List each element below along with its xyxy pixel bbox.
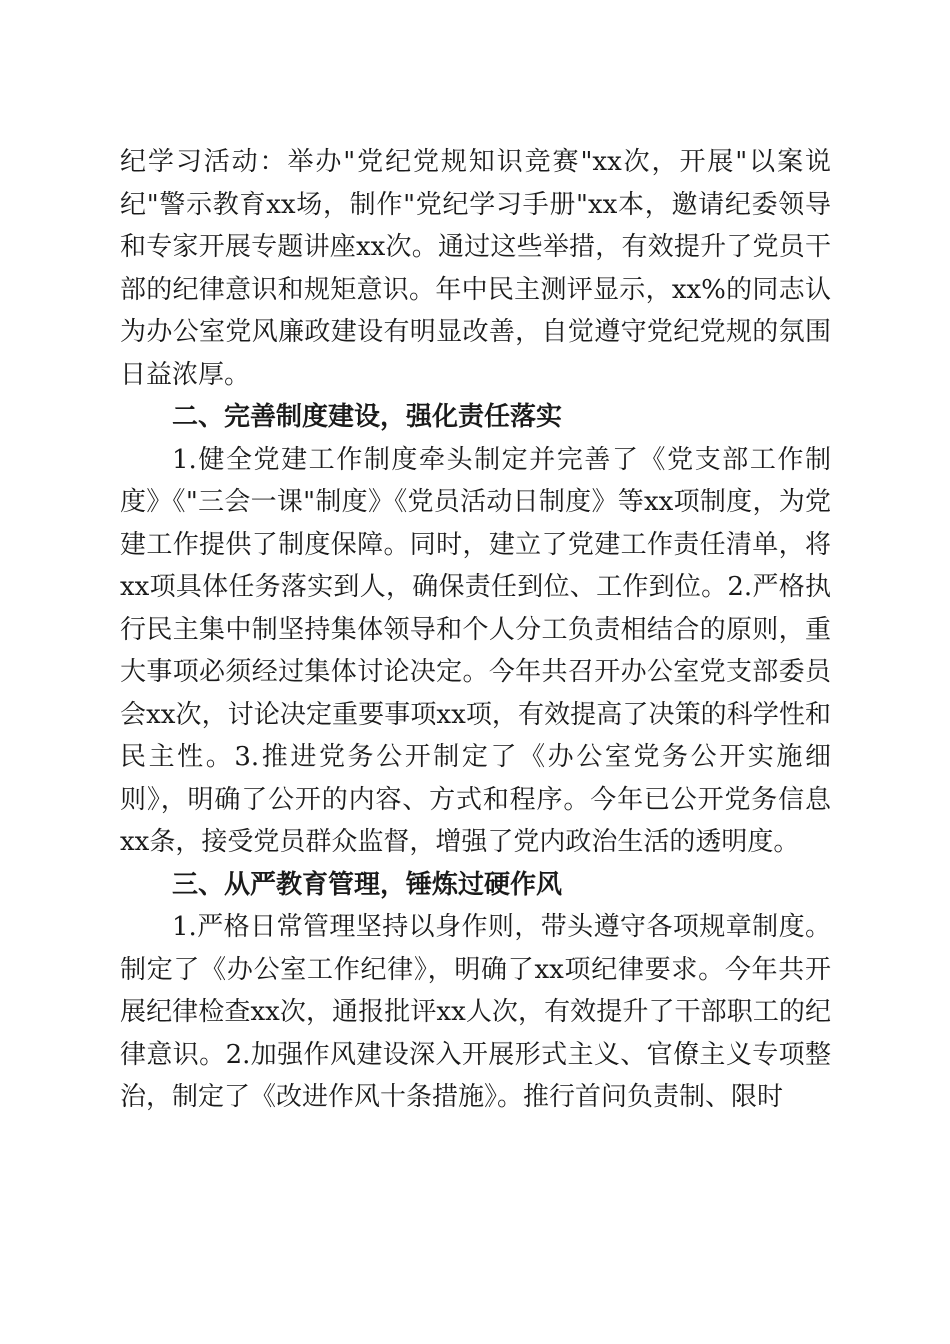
body-paragraph-section-2: 1.健全党建工作制度牵头制定并完善了《党支部工作制度》《"三会一课"制度》《党员活动日制度》等xx项制度，为党建工作提供了制度保障。同时，建立了党建工作责任清单，将xx项具体任务落实到人，确保责任到位、工作到位。2.严格执行民主集中制坚持集体领导和个人分工负责相结合的原则，重大事项必须经过集体讨论决定。今年共召开办公室党支部委员会xx次，讨论决定重要事项xx项，有效提高了决策的科学性和民主性。3.推进党务公开制定了《办公室党务公开实施细则》，明确了公开的内容、方式和程序。今年已公开党务信息xx条，接受党员群众监督，增强了党内政治生活的透明度。 — [120, 444, 831, 857]
section-heading-3: 三、从严教育管理，锤炼过硬作风 — [172, 869, 563, 900]
document-body — [120, 141, 831, 1119]
body-paragraph-continued: 纪学习活动：举办"党纪党规知识竞赛"xx次，开展"以案说纪"警示教育xx场，制作"党纪学习手册"xx本，邀请纪委领导和专家开展专题讲座xx次。通过这些举措，有效提升了党员干部的纪律意识和规矩意识。年中民主测评显示，xx%的同志认为办公室党风廉政建设有明显改善，自觉遵守党纪党规的氛围日益浓厚。 — [120, 147, 831, 390]
section-heading-2: 二、完善制度建设，强化责任落实 — [172, 402, 563, 432]
body-paragraph-section-3: 1.严格日常管理坚持以身作则，带头遵守各项规章制度。制定了《办公室工作纪律》，明确了xx项纪律要求。今年共开展纪律检查xx次，通报批评xx人次，有效提升了干部职工的纪律意识。2.加强作风建设深入开展形式主义、官僚主义专项整治，制定了《改进作风十条措施》。推行首问负责制、限时 — [120, 912, 831, 1112]
